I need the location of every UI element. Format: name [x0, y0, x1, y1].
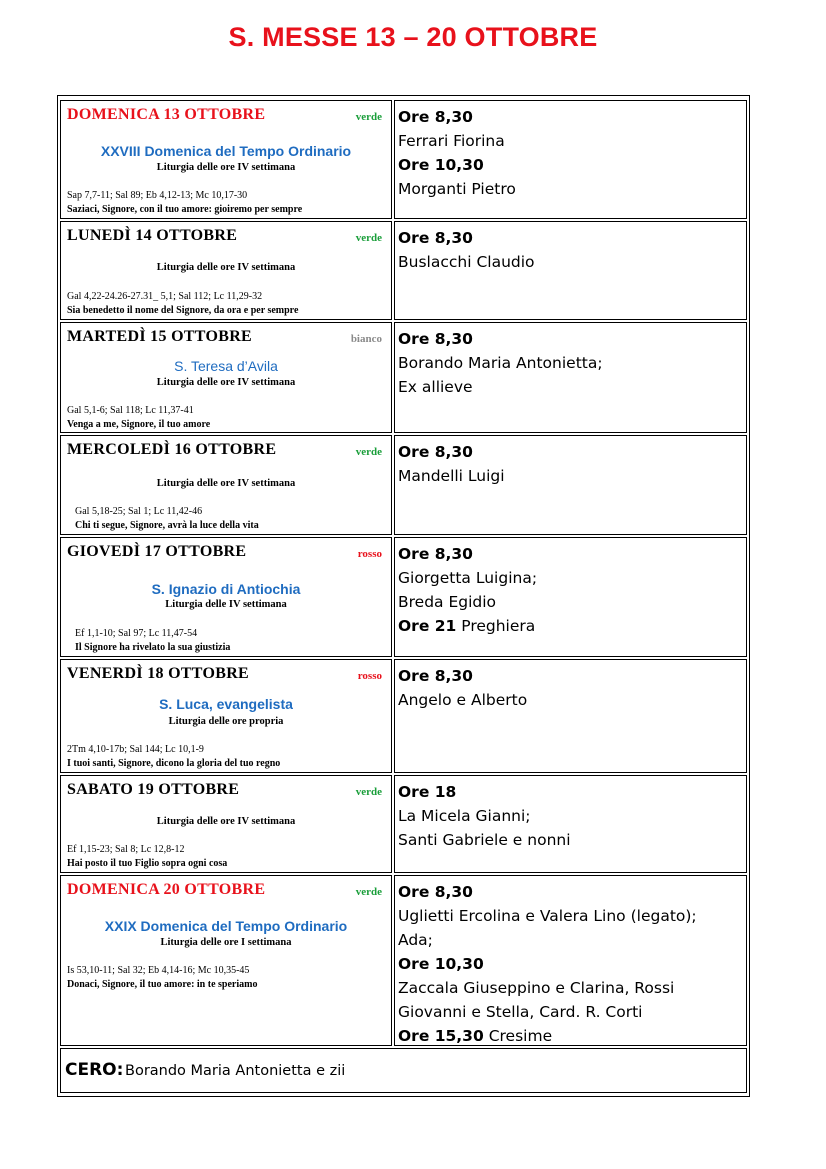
readings: Ef 1,1-10; Sal 97; Lc 11,47-54 [75, 628, 198, 639]
antiphon: Hai posto il tuo Figlio sopra ogni cosa [67, 858, 228, 869]
liturgical-color: bianco [350, 333, 382, 345]
mass-time: Ore 8,30 [398, 229, 473, 247]
antiphon: Donaci, Signore, il tuo amore: in te speriamo [67, 979, 258, 990]
day-label: SABATO 19 OTTOBRE [67, 781, 240, 798]
readings: Gal 5,18-25; Sal 1; Lc 11,42-46 [75, 506, 203, 517]
liturgy-hours: Liturgia delle ore I settimana [160, 937, 292, 948]
feast-name: S. Luca, evangelista [159, 696, 293, 712]
mass-time: Ore 8,30 [398, 443, 473, 461]
liturgy-hours: Liturgia delle ore IV settimana [156, 162, 296, 173]
readings: Gal 4,22-24.26-27.31_ 5,1; Sal 112; Lc 11,29-32 [67, 291, 263, 302]
liturgy-hours: Liturgia delle ore IV settimana [156, 377, 296, 388]
page-title: S. MESSE 13 – 20 OTTOBRE [228, 22, 598, 52]
mass-time: Ore 8,30 [398, 667, 473, 685]
day-cell-8 [60, 875, 392, 1046]
antiphon: Chi ti segue, Signore, avrà la luce della vita [75, 520, 259, 531]
mass-cell-2 [394, 221, 747, 320]
readings: Sap 7,7-11; Sal 89; Eb 4,12-13; Mc 10,17-30 [67, 190, 248, 201]
liturgical-color: rosso [357, 670, 382, 682]
mass-cell-8 [394, 875, 747, 1046]
readings: Is 53,10-11; Sal 32; Eb 4,14-16; Mc 10,35-45 [67, 965, 250, 976]
liturgy-hours: Liturgia delle ore IV settimana [156, 816, 296, 827]
day-label: DOMENICA 20 OTTOBRE [67, 881, 266, 898]
day-cell-4 [60, 435, 392, 535]
antiphon: Saziaci, Signore, con il tuo amore: gioiremo per sempre [67, 204, 303, 215]
mass-line [398, 1024, 697, 1046]
mass-time: Ore 8,30 [398, 883, 473, 901]
mass-cell-6 [394, 659, 747, 773]
mass-time: Ore 8,30 [398, 330, 473, 348]
liturgical-color: verde [355, 786, 382, 798]
day-cell-3 [60, 322, 392, 433]
feast-name: S. Teresa d’Avila [174, 358, 278, 374]
antiphon: Venga a me, Signore, il tuo amore [67, 419, 211, 430]
cero-row [60, 1048, 747, 1093]
antiphon: I tuoi santi, Signore, dicono la gloria del tuo regno [67, 758, 281, 769]
mass-cell-7 [394, 775, 747, 873]
mass-intention: Ada; [398, 931, 433, 949]
liturgical-color: verde [355, 446, 382, 458]
day-cell-2 [60, 221, 392, 320]
mass-intention: Giovanni e Stella, Card. R. Corti [398, 1003, 643, 1021]
mass-line [398, 614, 537, 638]
mass-cell-4 [394, 435, 747, 535]
day-cell-5 [60, 537, 392, 657]
mass-time: Ore 8,30 [398, 545, 473, 563]
mass-intention: Ferrari Fiorina [398, 132, 505, 150]
mass-intention: Giorgetta Luigina; [398, 569, 538, 587]
liturgy-hours: Liturgia delle ore IV settimana [156, 478, 296, 489]
mass-intention: Morganti Pietro [398, 180, 516, 198]
feast-name: XXIX Domenica del Tempo Ordinario [104, 918, 348, 934]
cero-intention: Borando Maria Antonietta e zii [125, 1063, 346, 1079]
mass-intention: Angelo e Alberto [398, 691, 528, 709]
mass-time: Ore 8,30 [398, 108, 473, 126]
liturgical-color: verde [355, 232, 382, 244]
day-label: LUNEDÌ 14 OTTOBRE [67, 227, 238, 244]
day-label: MARTEDÌ 15 OTTOBRE [67, 328, 253, 345]
mass-time: Ore 21 [398, 617, 457, 635]
readings: Gal 5,1-6; Sal 118; Lc 11,37-41 [67, 405, 194, 416]
day-cell-1 [60, 100, 392, 219]
mass-time: Ore 10,30 [398, 156, 484, 174]
mass-intention: Zaccala Giuseppino e Clarina, Rossi [398, 979, 675, 997]
readings: 2Tm 4,10-17b; Sal 144; Lc 10,1-9 [67, 744, 204, 755]
antiphon: Il Signore ha rivelato la sua giustizia [75, 642, 231, 653]
mass-intention: Santi Gabriele e nonni [398, 831, 571, 849]
liturgical-color: rosso [357, 548, 382, 560]
liturgy-hours: Liturgia delle IV settimana [165, 599, 287, 610]
mass-intention: Buslacchi Claudio [398, 253, 535, 271]
mass-intention: Borando Maria Antonietta; [398, 354, 603, 372]
antiphon: Sia benedetto il nome del Signore, da ora e per sempre [67, 305, 299, 316]
day-label: VENERDÌ 18 OTTOBRE [67, 665, 250, 682]
mass-time: Ore 10,30 [398, 955, 484, 973]
mass-cell-1 [394, 100, 747, 219]
liturgy-hours: Liturgia delle ore IV settimana [156, 262, 296, 273]
day-label: MERCOLEDÌ 16 OTTOBRE [67, 441, 277, 458]
cero-label: CERO: [65, 1060, 124, 1080]
liturgical-color: verde [355, 111, 382, 123]
mass-intention: La Micela Gianni; [398, 807, 531, 825]
mass-intention: Cresime [483, 1027, 553, 1045]
mass-intention: Ex allieve [398, 378, 473, 396]
mass-cell-5 [394, 537, 747, 657]
feast-name: S. Ignazio di Antiochia [151, 581, 301, 597]
mass-intention: Mandelli Luigi [398, 467, 505, 485]
day-label: GIOVEDÌ 17 OTTOBRE [67, 543, 247, 560]
day-cell-6 [60, 659, 392, 773]
day-cell-7 [60, 775, 392, 873]
mass-time: Ore 15,30 [398, 1027, 484, 1045]
liturgy-hours: Liturgia delle ore propria [168, 716, 284, 727]
mass-intention: Preghiera [456, 617, 536, 635]
readings: Ef 1,15-23; Sal 8; Lc 12,8-12 [67, 844, 185, 855]
mass-cell-3 [394, 322, 747, 433]
mass-intention: Uglietti Ercolina e Valera Lino (legato); [398, 907, 697, 925]
liturgical-color: verde [355, 886, 382, 898]
feast-name: XXVIII Domenica del Tempo Ordinario [100, 143, 352, 159]
mass-time: Ore 18 [398, 783, 457, 801]
mass-intention: Breda Egidio [398, 593, 497, 611]
day-label: DOMENICA 13 OTTOBRE [67, 106, 266, 123]
